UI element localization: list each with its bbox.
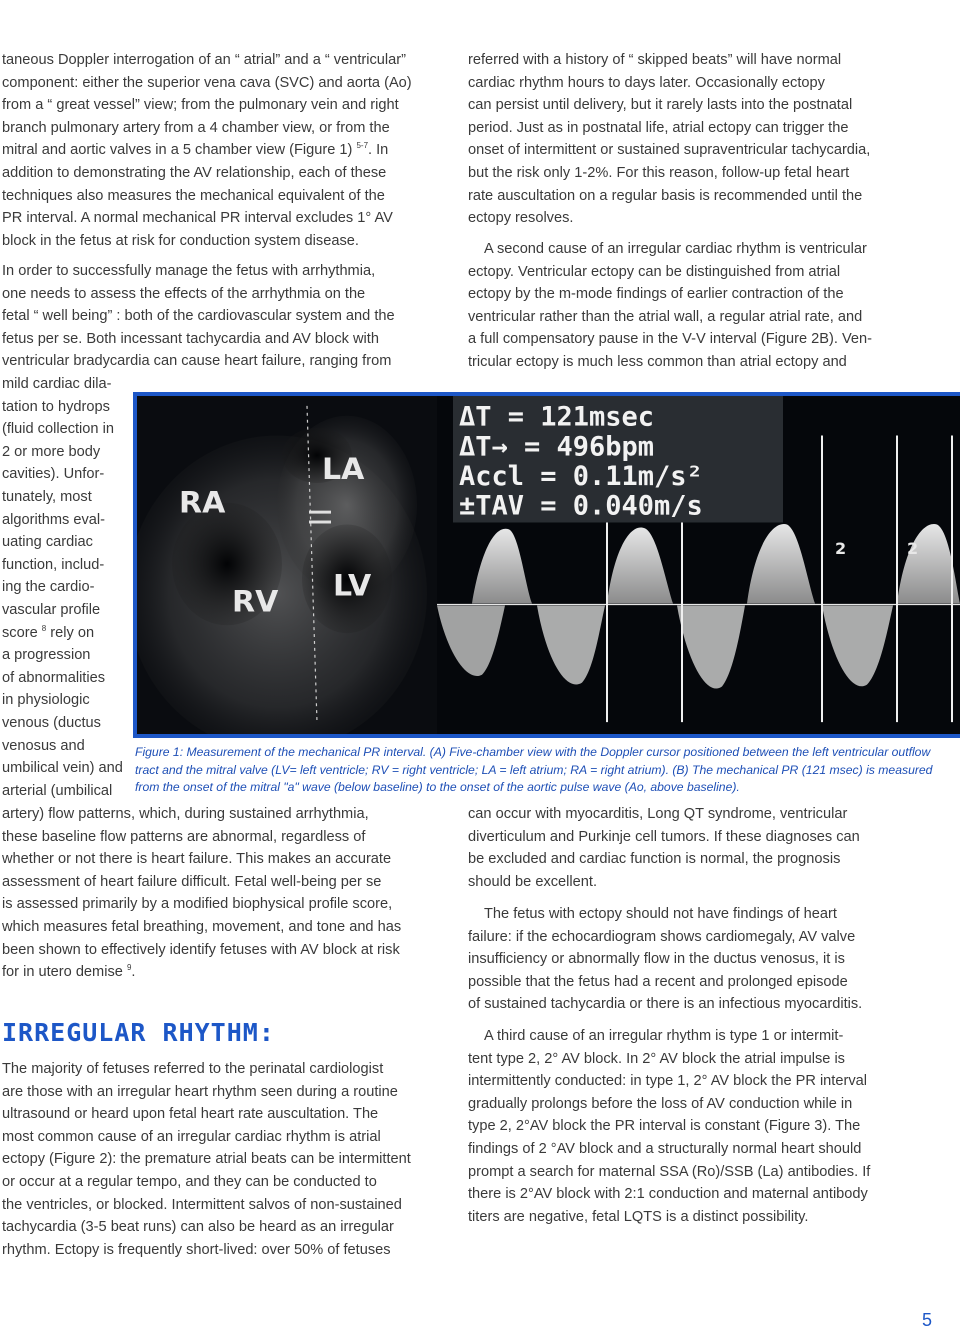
- text-line: venous (ductus: [2, 714, 101, 731]
- text-line: ventricular bradycardia can cause heart failure, ranging from: [2, 353, 392, 370]
- sample-gate-top: [309, 511, 331, 514]
- label-ra: RA: [179, 485, 226, 521]
- text-line-part: for in utero demise: [2, 964, 123, 981]
- readout-heart-rate: ΔT→ = 496bpm: [459, 431, 654, 463]
- section-heading: IRREGULAR RHYTHM:: [2, 1018, 275, 1047]
- readout-delta-t: ΔT = 121msec: [459, 401, 654, 433]
- text-line: fetus per se. Both incessant tachycardia and AV block with: [2, 330, 379, 347]
- text-line: tachycardia (3-5 beat runs) can also be heard as an irregular: [2, 1219, 394, 1236]
- text-line: artery) flow patterns, which, during sustained arrhythmia,: [2, 806, 369, 822]
- text-line-part: .: [131, 964, 136, 981]
- text-line: addition to demonstrating the AV relationship, each of these: [2, 164, 387, 181]
- label-rv: RV: [232, 584, 279, 620]
- text-line: component: either the superior vena cava (SVC) and aorta (Ao): [2, 74, 412, 91]
- page-number: 5: [921, 1310, 932, 1330]
- text-line: [2, 622, 130, 645]
- echo-panel: [137, 396, 437, 734]
- label-lv: LV: [333, 568, 372, 604]
- left-paragraph-2: [2, 260, 420, 373]
- figure-caption: Figure 1: Measurement of the mechanical PR interval. (A) Five-chamber view with the Doppler cursor positioned between the left ventricular outflow tract and the mitral valve (LV= left ventricle; RV = right ventricle; LA = left atrium; RA = right atrium). (B) The mechanical PR (121 msec) is measured from the onset of the mitral "a" wave (below baseline) to the onset of the aortic pulse wave (Ao, above baseline).: [135, 745, 933, 794]
- text-line: branch pulmonary artery from a 4 chamber view, or from the: [2, 119, 390, 136]
- text-line: is assessed primarily by a modified biophysical profile score,: [2, 896, 393, 913]
- text-line: block in the fetus at risk for conduction system disease.: [2, 232, 359, 249]
- text-line: PR interval. A normal mechanical PR interval excludes 1° AV: [2, 210, 393, 227]
- text-line: of sustained tachycardia or there is an infectious myocarditis.: [468, 996, 863, 1013]
- text-line: cardiac rhythm hours to days later. Occasionally ectopy: [468, 74, 825, 91]
- text-line: one needs to assess the effects of the arrhythmia on the: [2, 285, 366, 302]
- text-line: intermittently conducted: in type 1, 2° AV block the PR interval: [468, 1073, 867, 1090]
- text-line: tricular ectopy is much less common than atrial ectopy and: [468, 353, 847, 370]
- text-line: the ventricles, or blocked. Intermittent salvos of non-sustained: [2, 1196, 402, 1213]
- text-line: ectopy resolves.: [468, 210, 574, 227]
- text-line: findings of 2 °AV block and a structurally normal heart should: [468, 1140, 862, 1157]
- text-line: arterial (umbilical: [2, 782, 113, 799]
- text-line: The fetus with ectopy should not have findings of heart: [484, 906, 837, 922]
- text-line: whether or not there is heart failure. This makes an accurate: [2, 851, 392, 868]
- text-line: a full compensatory pause in the V-V interval (Figure 2B). Ven-: [468, 331, 872, 348]
- marker-label: 2: [907, 539, 919, 559]
- text-line: A third cause of an irregular rhythm is type 1 or intermit-: [484, 1028, 844, 1044]
- text-line: ectopy (Figure 2): the premature atrial beats can be intermittent: [2, 1151, 411, 1168]
- sample-gate-bottom: [309, 521, 331, 524]
- text-line: The majority of fetuses referred to the perinatal cardiologist: [2, 1061, 384, 1077]
- text-line: ventricular rather than the atrial wall, a regular atrial rate, and: [468, 308, 863, 325]
- text-line: (fluid collection in: [2, 421, 114, 438]
- text-line: ectopy by the m-mode findings of earlier contraction of the: [468, 286, 844, 303]
- readout-tav: ±TAV = 0.040m/s: [459, 490, 703, 522]
- text-line: ectopy. Ventricular ectopy can be distinguished from atrial: [468, 263, 841, 280]
- text-line: tent type 2, 2° AV block. In 2° AV block the atrial impulse is: [468, 1050, 845, 1067]
- text-line: titers are negative, fetal LQTS is a distinct possibility.: [468, 1208, 809, 1225]
- left-paragraph-1: [2, 49, 420, 252]
- text-line: possible that the fetus had a recent and prolonged episode: [468, 973, 848, 990]
- text-line: can occur with myocarditis, Long QT syndrome, ventricular: [468, 806, 848, 822]
- text-line-part: mitral and aortic valves in a 5 chamber view (Figure 1): [2, 142, 353, 159]
- text-line: which measures fetal breathing, movement, and tone and has: [2, 918, 402, 935]
- citation-ref: 9: [126, 963, 132, 973]
- text-line: most common cause of an irregular cardiac rhythm is atrial: [2, 1128, 381, 1145]
- text-line-part: score: [2, 624, 38, 641]
- text-line: diverticulum and Purkinje cell tumors. If these diagnoses can: [468, 828, 860, 845]
- text-line: are those with an irregular heart rhythm seen during a routine: [2, 1083, 398, 1100]
- text-line: from a “ great vessel” view; from the pulmonary vein and right: [2, 97, 399, 114]
- right-paragraph-2: [468, 238, 893, 374]
- text-line: gradually prolongs before the loss of AV conduction while in: [468, 1095, 853, 1112]
- text-line-part: . In: [368, 142, 389, 159]
- text-line: cavities). Unfor-: [2, 466, 105, 483]
- text-line: in physiologic: [2, 692, 90, 709]
- text-line: rate auscultation on a regular basis is recommended until the: [468, 187, 863, 204]
- text-line: prompt a search for maternal SSA (Ro)/SSB (La) antibodies. If: [468, 1163, 871, 1180]
- doppler-panel: [437, 396, 960, 734]
- text-line-part: rely on: [46, 624, 95, 641]
- readout-acceleration: Accl = 0.11m/s²: [459, 461, 703, 492]
- text-line: techniques also measures the mechanical equivalent of the: [2, 187, 385, 204]
- text-line: tunately, most: [2, 488, 92, 505]
- text-line: taneous Doppler interrogation of an “ atrial” and a “ ventricular”: [2, 52, 406, 68]
- marker-label: 2: [835, 539, 847, 559]
- text-line: a progression: [2, 647, 91, 664]
- text-line: vascular profile: [2, 601, 101, 618]
- text-line: tation to hydrops: [2, 398, 110, 415]
- text-line: rhythm. Ectopy is frequently short-lived: over 50% of fetuses: [2, 1241, 391, 1258]
- text-line: assessment of heart failure difficult. Fetal well-being per se: [2, 873, 382, 890]
- text-line: onset of intermittent or sustained supraventricular tachycardia,: [468, 142, 871, 159]
- text-line: In order to successfully manage the fetus with arrhythmia,: [2, 263, 376, 279]
- right-paragraph-1: [468, 49, 893, 230]
- text-line: [2, 961, 420, 984]
- text-line: umbilical vein) and: [2, 760, 123, 777]
- left-wrap-text: [2, 373, 130, 802]
- left-paragraph-2-continued: [2, 803, 420, 984]
- text-line: of abnormalities: [2, 669, 106, 686]
- text-line: or occur at a regular tempo, and they can be conducted to: [2, 1173, 377, 1190]
- citation-ref: 5-7: [356, 141, 369, 151]
- text-line: been shown to effectively identify fetuses with AV block at risk: [2, 941, 400, 958]
- text-line: insufficiency or abnormally flow in the ductus venosus, it is: [468, 951, 845, 968]
- text-line: can persist until delivery, but it rarely lasts into the postnatal: [468, 97, 853, 114]
- figure-graphic: [137, 396, 960, 734]
- text-line: ultrasound or heard upon fetal heart rate auscultation. The: [2, 1106, 379, 1123]
- citation-ref: 8: [41, 623, 47, 633]
- right-paragraph-3: [468, 803, 893, 893]
- text-line: referred with a history of “ skipped beats” will have normal: [468, 52, 842, 68]
- text-line: there is 2°AV block with 2:1 conduction and maternal antibody: [468, 1186, 868, 1203]
- right-paragraph-5: [468, 1025, 893, 1228]
- text-line: should be excellent.: [468, 873, 597, 890]
- right-paragraph-4: [468, 903, 893, 1016]
- left-paragraph-3: [2, 1058, 420, 1261]
- text-line: these baseline flow patterns are abnormal, regardless of: [2, 828, 366, 845]
- text-line: algorithms eval-: [2, 511, 106, 528]
- text-line: be excluded and cardiac function is normal, the prognosis: [468, 851, 841, 868]
- text-line: but the risk only 1-2%. For this reason, follow-up fetal heart: [468, 164, 850, 181]
- text-line: uating cardiac: [2, 534, 93, 551]
- text-line: function, includ-: [2, 556, 105, 573]
- text-line: type 2, 2°AV block the PR interval is constant (Figure 3). The: [468, 1118, 861, 1135]
- figure-echo-doppler: [133, 392, 960, 738]
- text-line: period. Just as in postnatal life, atrial ectopy can trigger the: [468, 119, 849, 136]
- text-line: A second cause of an irregular cardiac rhythm is ventricular: [484, 241, 867, 257]
- text-line: [2, 139, 420, 162]
- label-la: LA: [322, 452, 365, 487]
- text-line: mild cardiac dila-: [2, 376, 112, 392]
- text-line: fetal “ well being” : both of the cardiovascular system and the: [2, 308, 395, 325]
- text-line: failure: if the echocardiogram shows cardiomegaly, AV valve: [468, 928, 856, 945]
- text-line: 2 or more body: [2, 443, 101, 460]
- text-line: venosus and: [2, 737, 85, 754]
- text-line: ing the cardio-: [2, 579, 95, 596]
